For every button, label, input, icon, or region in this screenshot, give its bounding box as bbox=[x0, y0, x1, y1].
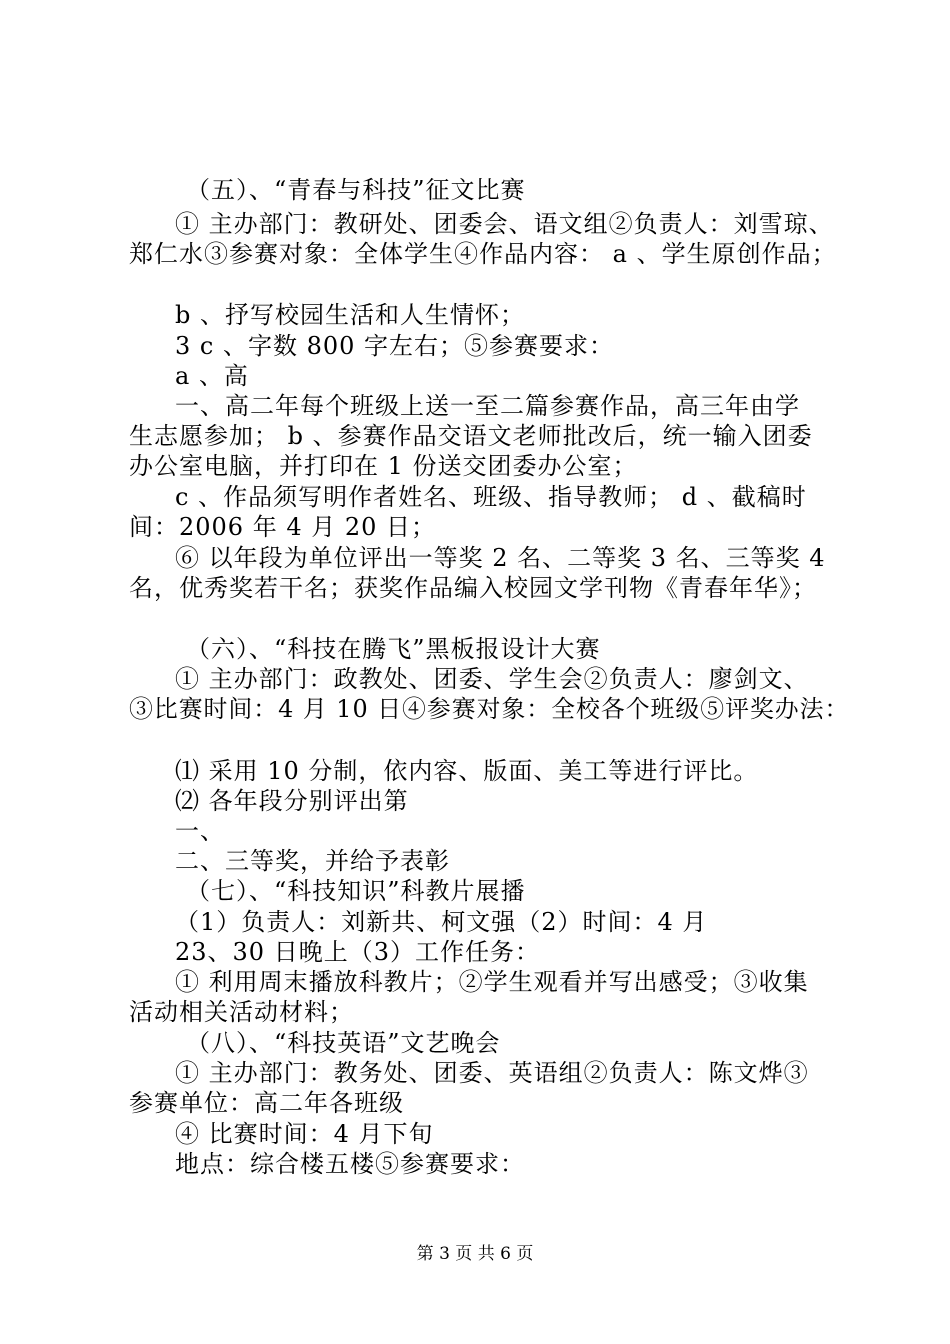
paragraph-line: b 、抒写校园生活和人生情怀； bbox=[175, 301, 525, 329]
paragraph-line: ⑵ 各年段分别评出第 bbox=[175, 787, 409, 815]
paragraph-line: 办公室电脑，并打印在 1 份送交团委办公室； bbox=[129, 452, 638, 480]
section-5-heading: （五）、“青春与科技”征文比赛 bbox=[186, 176, 526, 204]
page-footer: 第 3 页 共 6 页 bbox=[416, 1244, 534, 1264]
paragraph-line: 间：2006 年 4 月 20 日； bbox=[129, 513, 437, 541]
paragraph-line: 一、 bbox=[175, 817, 225, 845]
paragraph-line: 3 c 、字数 800 字左右；⑤参赛要求： bbox=[175, 332, 615, 360]
paragraph-line: 名，优秀奖若干名；获奖作品编入校园文学刊物《青春年华》； bbox=[129, 574, 817, 602]
paragraph-line: 地点：综合楼五楼⑤参赛要求： bbox=[175, 1150, 525, 1178]
paragraph-line: 一、高二年每个班级上送一至二篇参赛作品，高三年由学 bbox=[175, 392, 800, 420]
paragraph-line: ④ 比赛时间：4 月下旬 bbox=[175, 1120, 434, 1148]
paragraph-line: ⑴ 采用 10 分制，依内容、版面、美工等进行评比。 bbox=[175, 757, 759, 785]
paragraph-line: a 、高 bbox=[175, 362, 249, 390]
paragraph-line: ① 主办部门：政教处、团委、学生会②负责人：廖剑文、 bbox=[175, 665, 809, 693]
paragraph-line: 郑仁水③参赛对象：全体学生④作品内容： a 、学生原创作品； bbox=[129, 240, 837, 268]
section-6-heading: （六）、“科技在腾飞”黑板报设计大赛 bbox=[186, 635, 601, 663]
section-7-heading: （七）、“科技知识”科教片展播 bbox=[186, 877, 526, 905]
paragraph-line: ⑥ 以年段为单位评出一等奖 2 名、二等奖 3 名、三等奖 4 bbox=[175, 544, 826, 572]
paragraph-line: 23、30 日晚上（3）工作任务： bbox=[175, 938, 540, 966]
paragraph-line: 二、三等奖，并给予表彰 bbox=[175, 847, 450, 875]
paragraph-line: ① 利用周末播放科教片；②学生观看并写出感受；③收集 bbox=[175, 968, 809, 996]
paragraph-line: （1）负责人：刘新共、柯文强（2）时间：4 月 bbox=[175, 908, 708, 936]
section-8-heading: （八）、“科技英语”文艺晚会 bbox=[186, 1029, 501, 1057]
paragraph-line: ① 主办部门：教研处、团委会、语文组②负责人：刘雪琼、 bbox=[175, 210, 834, 238]
paragraph-line: 活动相关活动材料； bbox=[129, 998, 354, 1026]
paragraph-line: 参赛单位：高二年各班级 bbox=[129, 1089, 404, 1117]
paragraph-line: c 、作品须写明作者姓名、班级、指导教师； d 、截稿时 bbox=[175, 483, 807, 511]
paragraph-line: 生志愿参加； b 、参赛作品交语文老师批改后，统一输入团委 bbox=[129, 422, 813, 450]
paragraph-line: ① 主办部门：教务处、团委、英语组②负责人：陈文烨③ bbox=[175, 1059, 809, 1087]
paragraph-line: ③比赛时间：4 月 10 日④参赛对象：全校各个班级⑤评奖办法： bbox=[129, 695, 850, 723]
